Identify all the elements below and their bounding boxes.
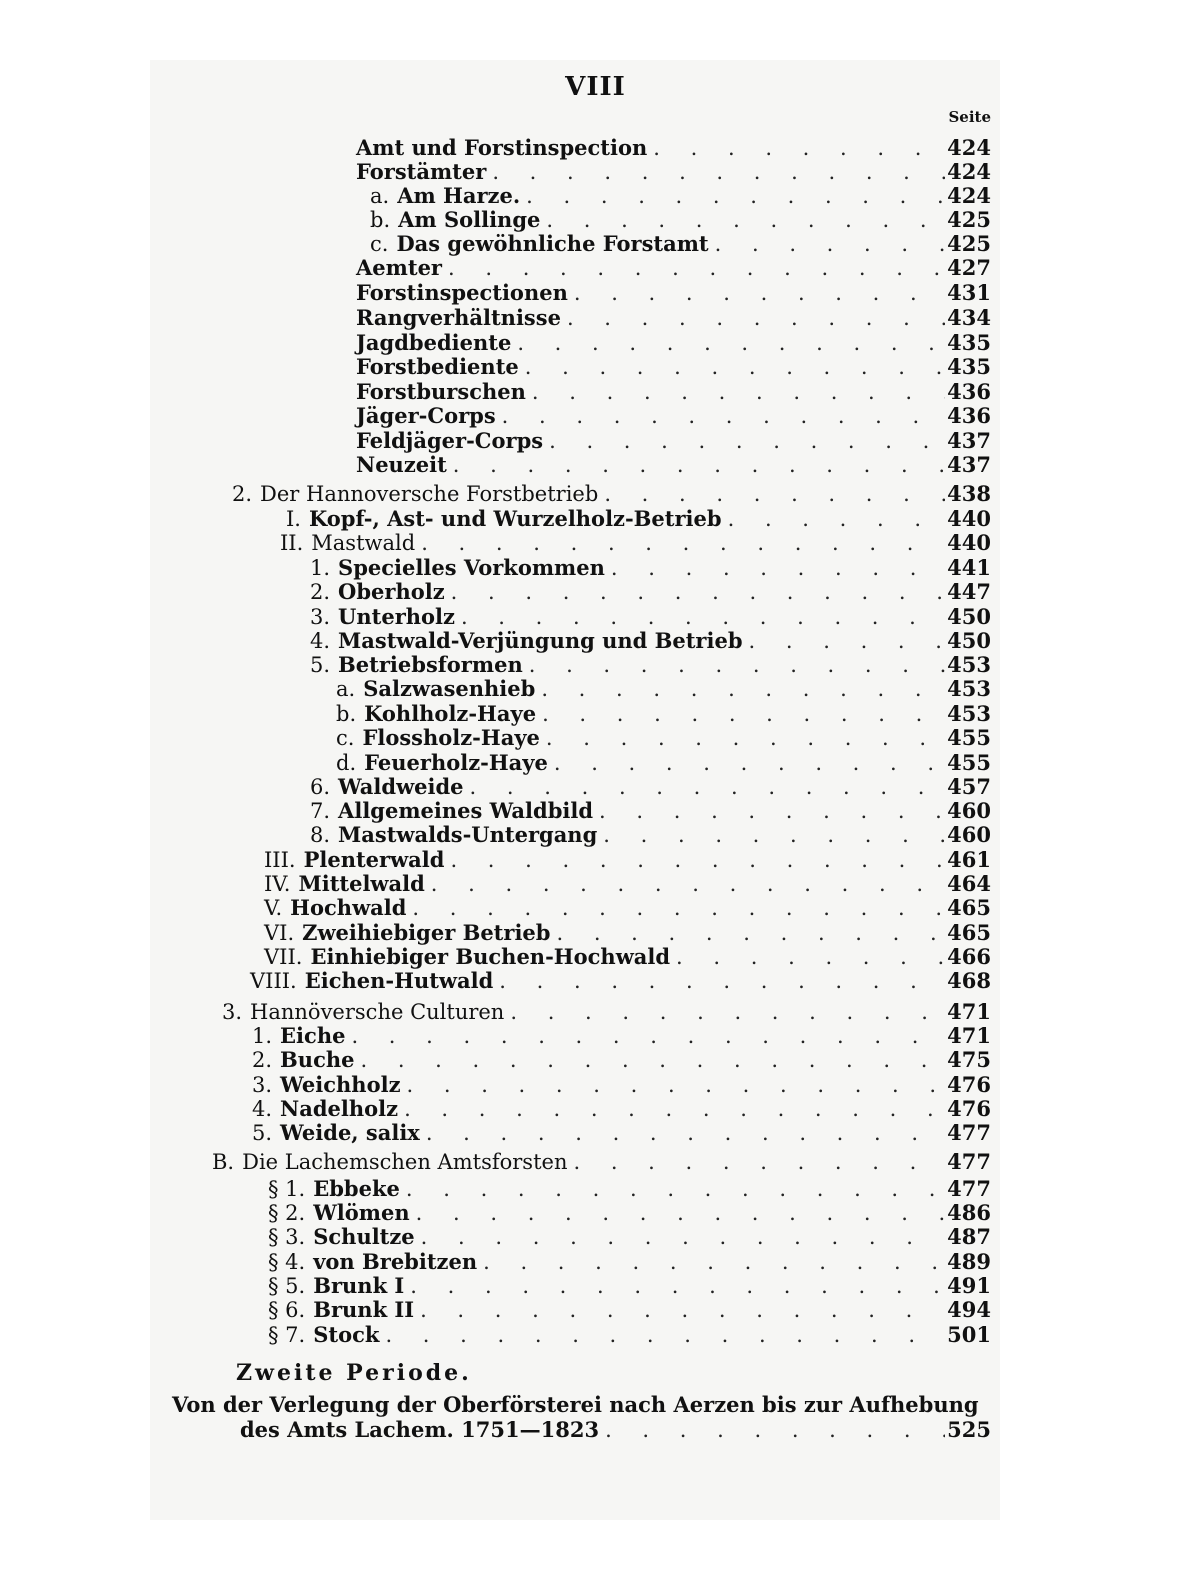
leader-dots: [470, 775, 945, 799]
leader-dots: [421, 531, 945, 555]
toc-entry-label: Waldweide: [338, 774, 464, 799]
toc-entry-label: Feuerholz-Haye: [364, 750, 548, 775]
toc-entry-page: 477: [947, 1176, 991, 1201]
toc-entry-label: Jagdbediente: [356, 330, 512, 355]
leader-dots: [541, 677, 945, 701]
toc-entry-label: Am Harze.: [397, 183, 521, 208]
leader-dots: [599, 799, 945, 823]
leader-dots: [404, 1097, 945, 1121]
toc-entry-page: 461: [947, 847, 991, 872]
toc-entry-page: 437: [947, 428, 991, 453]
toc-entry-number: a.: [370, 184, 390, 208]
toc-entry-page: 468: [947, 968, 991, 993]
toc-entry-label: Brunk II: [313, 1297, 415, 1322]
toc-entry-page: 450: [947, 604, 991, 629]
toc-entry: [310, 629, 991, 653]
toc-entry-page: 436: [947, 403, 991, 428]
leader-dots: [611, 556, 945, 580]
toc-entry-label: des Amts Lachem. 1751—1823: [240, 1417, 600, 1442]
leader-dots: [549, 429, 945, 453]
toc-entry-label: Forstinspectionen: [356, 280, 568, 305]
toc-entry: [356, 136, 991, 160]
toc-entry-label: Am Sollinge: [398, 207, 541, 232]
toc-entry-page: 436: [947, 379, 991, 404]
toc-entry-label: Stock: [313, 1322, 380, 1347]
toc-entry-page: 471: [947, 1023, 991, 1048]
toc-entry-label: Specielles Vorkommen: [338, 555, 605, 580]
toc-entry-number: 3.: [310, 605, 331, 629]
toc-entry-number: VI.: [264, 921, 295, 945]
toc-entry-label: Mastwald: [311, 531, 416, 555]
toc-entry: [356, 306, 991, 330]
toc-entry-period: [240, 1418, 991, 1442]
toc-entry: [356, 453, 991, 477]
toc-entry-page: 460: [947, 798, 991, 823]
toc-entry-number: 5.: [252, 1121, 273, 1145]
toc-entry: [280, 531, 991, 555]
leader-dots: [426, 1121, 945, 1145]
toc-entry-number: § 6.: [268, 1298, 306, 1322]
toc-entry-label: Hannöversche Culturen: [250, 1000, 505, 1024]
toc-entry-number: V.: [264, 896, 283, 920]
toc-entry-number: c.: [370, 232, 389, 256]
toc-entry: [356, 355, 991, 379]
toc-entry: [336, 751, 991, 775]
toc-entry-label: Weide, salix: [280, 1120, 420, 1145]
toc-entry-page: 434: [947, 305, 991, 330]
toc-entry: [232, 482, 991, 506]
toc-entry-page: 476: [947, 1072, 991, 1097]
toc-entry-label: Neuzeit: [356, 452, 447, 477]
toc-entry: [212, 1150, 991, 1174]
toc-entry: [310, 823, 991, 847]
toc-entry-page: 425: [947, 231, 991, 256]
leader-dots: [448, 256, 945, 280]
toc-entry-page: 441: [947, 555, 991, 580]
toc-entry-number: II.: [280, 531, 304, 555]
toc-entry-number: § 3.: [268, 1225, 306, 1249]
toc-entry: [268, 1201, 991, 1225]
toc-entry-number: a.: [336, 677, 356, 701]
toc-entry-number: § 1.: [268, 1177, 306, 1201]
toc-entry-label: Wlömen: [313, 1200, 410, 1225]
toc-entry: [336, 702, 991, 726]
toc-entry-number: IV.: [264, 872, 291, 896]
toc-entry-label: Kohlholz-Haye: [364, 701, 537, 726]
toc-entry: [336, 677, 991, 701]
toc-entry-number: VII.: [264, 945, 303, 969]
leader-dots: [525, 355, 945, 379]
toc-entry: [310, 580, 991, 604]
toc-entry-page: 476: [947, 1096, 991, 1121]
leader-dots: [517, 331, 945, 355]
leader-dots: [526, 184, 945, 208]
leader-dots: [676, 945, 945, 969]
toc-entry: [310, 653, 991, 677]
leader-dots: [407, 1073, 946, 1097]
toc-entry: [310, 605, 991, 629]
toc-entry: [310, 775, 991, 799]
toc-entry-label: Forstburschen: [356, 379, 526, 404]
toc-entry-label: Unterholz: [338, 604, 455, 629]
toc-entry: [252, 1048, 991, 1072]
leader-dots: [554, 751, 945, 775]
toc-entry: [264, 848, 991, 872]
toc-entry-number: c.: [336, 726, 355, 750]
leader-dots: [451, 580, 945, 604]
leader-dots: [385, 1323, 945, 1347]
toc-entry-label: Flossholz-Haye: [362, 725, 540, 750]
toc-entry-label: Mastwalds-Untergang: [338, 822, 598, 847]
toc-entry: [286, 507, 991, 531]
toc-entry-page: 424: [947, 135, 991, 160]
leader-dots: [573, 1150, 945, 1174]
toc-entry-page: 465: [947, 920, 991, 945]
toc-entry-number: § 5.: [268, 1274, 306, 1298]
toc-entry-number: b.: [336, 702, 357, 726]
toc-entry: [310, 799, 991, 823]
leader-dots: [715, 232, 945, 256]
leader-dots: [406, 1177, 945, 1201]
toc-entry-page: 501: [947, 1322, 991, 1347]
toc-entry: [356, 404, 991, 428]
toc-entry: [252, 1024, 991, 1048]
toc-entry-page: 427: [947, 255, 991, 280]
toc-entry-number: 4.: [310, 629, 331, 653]
leader-dots: [360, 1048, 945, 1072]
toc-entry-label: von Brebitzen: [313, 1249, 478, 1274]
toc-entry-page: 471: [947, 999, 991, 1024]
toc-entry-label: Eiche: [280, 1023, 346, 1048]
toc-entry: [252, 1121, 991, 1145]
toc-entry-number: VIII.: [250, 969, 297, 993]
toc-entry-number: B.: [212, 1150, 235, 1174]
toc-entry: [268, 1298, 991, 1322]
toc-entry-number: 2.: [252, 1048, 273, 1072]
toc-entry-page: 435: [947, 354, 991, 379]
toc-entry-label: Weichholz: [280, 1072, 401, 1097]
toc-entry-number: 5.: [310, 653, 331, 677]
page-column-label: Seite: [948, 108, 991, 126]
leader-dots: [749, 629, 945, 653]
toc-entry-label: Allgemeines Waldbild: [338, 798, 594, 823]
toc-entry-page: 494: [947, 1297, 991, 1322]
toc-entry-number: 8.: [310, 823, 331, 847]
toc-entry-label: Die Lachemschen Amtsforsten: [242, 1150, 568, 1174]
toc-entry-number: d.: [336, 751, 357, 775]
toc-entry-page: 424: [947, 159, 991, 184]
page-number: VIII: [565, 72, 626, 102]
toc-entry-label: Nadelholz: [280, 1096, 399, 1121]
toc-entry-page: 453: [947, 652, 991, 677]
toc-entry-label: Einhiebiger Buchen-Hochwald: [310, 944, 671, 969]
toc-entry-page: 437: [947, 452, 991, 477]
toc-entry: [268, 1323, 991, 1347]
toc-entry-page: 460: [947, 822, 991, 847]
toc-entry-page: 447: [947, 579, 991, 604]
toc-entry-label: Mastwald-Verjüngung und Betrieb: [338, 628, 743, 653]
toc-entry-number: § 7.: [268, 1323, 306, 1347]
toc-entry: [268, 1177, 991, 1201]
toc-entry-label: Amt und Forstinspection: [356, 135, 648, 160]
period-title: Zweite Periode.: [236, 1360, 472, 1386]
toc-entry-label: Ebbeke: [313, 1176, 400, 1201]
toc-entry-page: 477: [947, 1149, 991, 1174]
toc-entry: [252, 1073, 991, 1097]
leader-dots: [529, 653, 945, 677]
toc-entry-page: 489: [947, 1249, 991, 1274]
leader-dots: [603, 823, 945, 847]
leader-dots: [542, 702, 945, 726]
toc-entry: [264, 896, 991, 920]
toc-entry-number: III.: [264, 848, 296, 872]
toc-entry-label: Brunk I: [313, 1273, 405, 1298]
toc-entry-number: 7.: [310, 799, 331, 823]
toc-entry-page: 431: [947, 280, 991, 305]
toc-entry: [356, 281, 991, 305]
toc-entry: [310, 556, 991, 580]
toc-entry-label: Aemter: [356, 255, 442, 280]
toc-entry: [268, 1274, 991, 1298]
toc-entry: [356, 380, 991, 404]
leader-dots: [604, 482, 945, 506]
toc-entry-number: § 2.: [268, 1201, 306, 1225]
toc-entry-page: 487: [947, 1224, 991, 1249]
toc-entry-page: 491: [947, 1273, 991, 1298]
toc-entry-number: 2.: [310, 580, 331, 604]
leader-dots: [502, 404, 945, 428]
toc-entry: [264, 921, 991, 945]
toc-entry-page: 455: [947, 725, 991, 750]
toc-entry: [252, 1097, 991, 1121]
toc-entry-number: 1.: [310, 556, 331, 580]
leader-dots: [492, 160, 945, 184]
toc-entry-label: Schultze: [313, 1224, 415, 1249]
toc-entry-page: 453: [947, 701, 991, 726]
toc-entry-number: I.: [286, 507, 301, 531]
toc-entry-number: 3.: [222, 1000, 243, 1024]
toc-entry-label: Forstämter: [356, 159, 487, 184]
leader-dots: [421, 1225, 945, 1249]
toc-entry: [370, 232, 991, 256]
toc-entry-page: 440: [947, 506, 991, 531]
leader-dots: [532, 380, 945, 404]
toc-entry: [356, 331, 991, 355]
toc-entry-page: 435: [947, 330, 991, 355]
toc-entry-label: Eichen-Hutwald: [304, 968, 494, 993]
toc-entry: [268, 1250, 991, 1274]
toc-entry-page: 475: [947, 1047, 991, 1072]
toc-entry-number: 6.: [310, 775, 331, 799]
leader-dots: [546, 208, 945, 232]
toc-entry: [336, 726, 991, 750]
toc-entry-label: Hochwald: [290, 895, 407, 920]
leader-dots: [461, 605, 945, 629]
toc-entry: [370, 208, 991, 232]
leader-dots: [546, 726, 945, 750]
toc-entry-label: Buche: [280, 1047, 355, 1072]
toc-entry-page: 466: [947, 944, 991, 969]
toc-entry: [264, 945, 991, 969]
toc-entry-page: 453: [947, 676, 991, 701]
toc-entry-label: Salzwasenhieb: [363, 676, 536, 701]
toc-entry-label: Oberholz: [338, 579, 445, 604]
leader-dots: [483, 1250, 945, 1274]
toc-entry: [356, 256, 991, 280]
leader-dots: [653, 136, 945, 160]
toc-entry-label: Feldjäger-Corps: [356, 428, 544, 453]
toc-entry-label: Forstbediente: [356, 354, 519, 379]
toc-entry-label: Betriebsformen: [338, 652, 523, 677]
toc-entry-number: 3.: [252, 1073, 273, 1097]
toc-entry-page: 477: [947, 1120, 991, 1145]
toc-entry: [264, 872, 991, 896]
toc-entry-label: Das gewöhnliche Forstamt: [396, 231, 709, 256]
leader-dots: [351, 1024, 945, 1048]
toc-entry-label: Mittelwald: [298, 871, 425, 896]
toc-entry: [356, 429, 991, 453]
leader-dots: [574, 281, 945, 305]
leader-dots: [453, 453, 945, 477]
leader-dots: [605, 1418, 945, 1442]
leader-dots: [420, 1298, 945, 1322]
toc-entry: [222, 1000, 991, 1024]
toc-entry-page: 525: [947, 1417, 991, 1442]
leader-dots: [567, 306, 945, 330]
toc-entry-page: 464: [947, 871, 991, 896]
leader-dots: [510, 1000, 945, 1024]
toc-entry: [250, 969, 991, 993]
toc-entry-page: 457: [947, 774, 991, 799]
toc-entry: [356, 160, 991, 184]
leader-dots: [728, 507, 945, 531]
toc-entry-label: Der Hannoversche Forstbetrieb: [260, 482, 599, 506]
period-description-line: Von der Verlegung der Oberförsterei nach Aerzen bis zur Aufhebung: [172, 1392, 979, 1417]
toc-entry-label: Zweihiebiger Betrieb: [302, 920, 551, 945]
toc-entry-number: § 4.: [268, 1250, 306, 1274]
leader-dots: [499, 969, 945, 993]
toc-entry-page: 440: [947, 530, 991, 555]
leader-dots: [450, 848, 945, 872]
toc-entry-number: 4.: [252, 1097, 273, 1121]
leader-dots: [556, 921, 945, 945]
toc-entry-page: 450: [947, 628, 991, 653]
toc-entry: [370, 184, 991, 208]
toc-entry: [268, 1225, 991, 1249]
toc-entry-label: Kopf-, Ast- und Wurzelholz-Betrieb: [308, 506, 722, 531]
leader-dots: [412, 896, 945, 920]
leader-dots: [416, 1201, 945, 1225]
toc-entry-page: 438: [947, 481, 991, 506]
leader-dots: [410, 1274, 945, 1298]
toc-entry-page: 455: [947, 750, 991, 775]
toc-entry-number: 1.: [252, 1024, 273, 1048]
toc-entry-number: b.: [370, 208, 391, 232]
toc-entry-page: 424: [947, 183, 991, 208]
toc-entry-page: 486: [947, 1200, 991, 1225]
toc-entry-page: 425: [947, 207, 991, 232]
leader-dots: [431, 872, 945, 896]
toc-entry-number: 2.: [232, 482, 253, 506]
toc-entry-page: 465: [947, 895, 991, 920]
toc-entry-label: Plenterwald: [303, 847, 445, 872]
toc-entry-label: Jäger-Corps: [356, 403, 496, 428]
toc-entry-label: Rangverhältnisse: [356, 305, 561, 330]
